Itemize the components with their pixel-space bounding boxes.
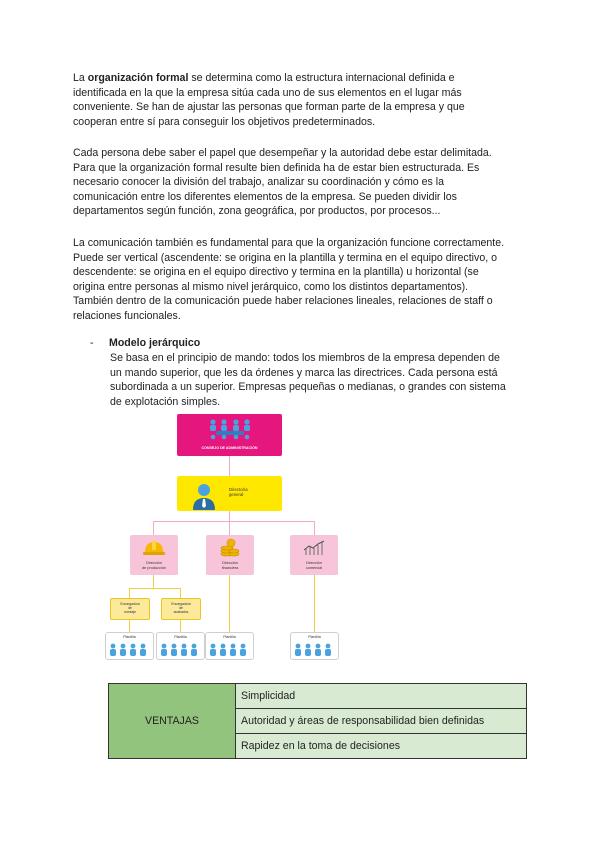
connector [229, 456, 230, 476]
department-production-box [130, 535, 178, 575]
table-cell: Simplicidad [236, 684, 527, 709]
org-chart [100, 410, 340, 670]
connector [314, 521, 315, 535]
coins-icon [219, 538, 241, 558]
connector [129, 620, 130, 632]
team-box: Plantilla [290, 632, 339, 660]
table-cell: Rapidez en la toma de decisiones [236, 734, 527, 759]
supervisor-finishing-box [161, 598, 201, 620]
team-box: Plantilla [156, 632, 205, 660]
table-cell: Autoridad y áreas de responsabilidad bien definidas [236, 709, 527, 734]
advantages-table [108, 683, 527, 759]
board-label: CONSEJO DE ADMINISTRACIÓN [201, 446, 258, 450]
department-label: Dirección comercial [305, 561, 323, 570]
workers-icon [294, 643, 336, 657]
connector [229, 575, 230, 632]
connector [229, 511, 230, 521]
connector [153, 521, 154, 535]
supervisor-assembly-box [110, 598, 150, 620]
general-director-box [177, 476, 282, 511]
team-meeting-icon [207, 418, 253, 444]
connector [180, 588, 181, 598]
bold-term: organización formal [87, 72, 189, 84]
department-finance-box [206, 535, 254, 575]
connector [314, 575, 315, 632]
board-box [177, 414, 282, 456]
department-commercial-box [290, 535, 338, 575]
paragraph-comunicacion: La comunicación también es fundamental para que la organización funcione correctamente. Puede ser vertical (ascendente: se origina en la plantilla y termina en el equipo directivo, o descendente: se origina en el equipo directivo y termina en la plantilla) u horizontal (se origina entre personas al mismo nivel jerárquico, como los distintos departamentos). También dentro de la comunicación puede haber relaciones lineales, relaciones de staff o relaciones funcionales. [73, 237, 505, 322]
supervisor-label: Encargado/a de montaje [120, 602, 140, 614]
connector [129, 588, 180, 589]
hard-hat-icon [142, 539, 166, 557]
workers-icon [160, 643, 202, 657]
table-row [109, 684, 527, 709]
paragraph-papel: Cada persona debe saber el papel que desempeñar y la autoridad debe estar delimitada. Para que la organización formal resulte bien definida ha de estar bien estructurada. Es necesario conocer la división del trabajo, analizar su coordinación y cómo es la comunicación entre los diferentes elementos de la empresa. Se pueden dividir los departamentos según función, zona geográfica, por productos, por procesos... [73, 147, 492, 218]
connector [180, 620, 181, 632]
department-label: Dirección financiera [221, 561, 239, 570]
bullet-title: Modelo jerárquico [109, 337, 201, 349]
bullet-body: Se basa en el principio de mando: todos los miembros de la empresa dependen de un mando superior, que les da órdenes y marca las directrices. Cada persona está subordinada a un superior. Empresas pequeñas o medianas, o grandes con sistema de explotación simples. [110, 352, 506, 408]
director-icon [192, 482, 216, 510]
bullet-marker: - [90, 337, 94, 349]
department-label: Dirección de producción [142, 561, 166, 570]
team-box: Plantilla [105, 632, 154, 660]
general-director-label: Director/a general [229, 487, 248, 497]
supervisor-label: Encargado/a de acabados [171, 602, 191, 614]
connector [129, 588, 130, 598]
connector [153, 521, 315, 522]
team-box: Plantilla [205, 632, 254, 660]
paragraph-organizacion-formal: La organización formal se determina como la estructura internacional definida e identificada en la que la empresa sitúa cada uno de sus elementos en el lugar más conveniente. Se han de ajustar las personas que forman parte de la empresa y que cooperan entre sí para conseguir los objetivos predeterminados. [73, 72, 465, 128]
bar-chart-icon [302, 539, 326, 557]
connector [153, 575, 154, 588]
workers-icon [109, 643, 151, 657]
connector [229, 521, 230, 535]
workers-icon [209, 643, 251, 657]
table-header: VENTAJAS [109, 684, 236, 759]
